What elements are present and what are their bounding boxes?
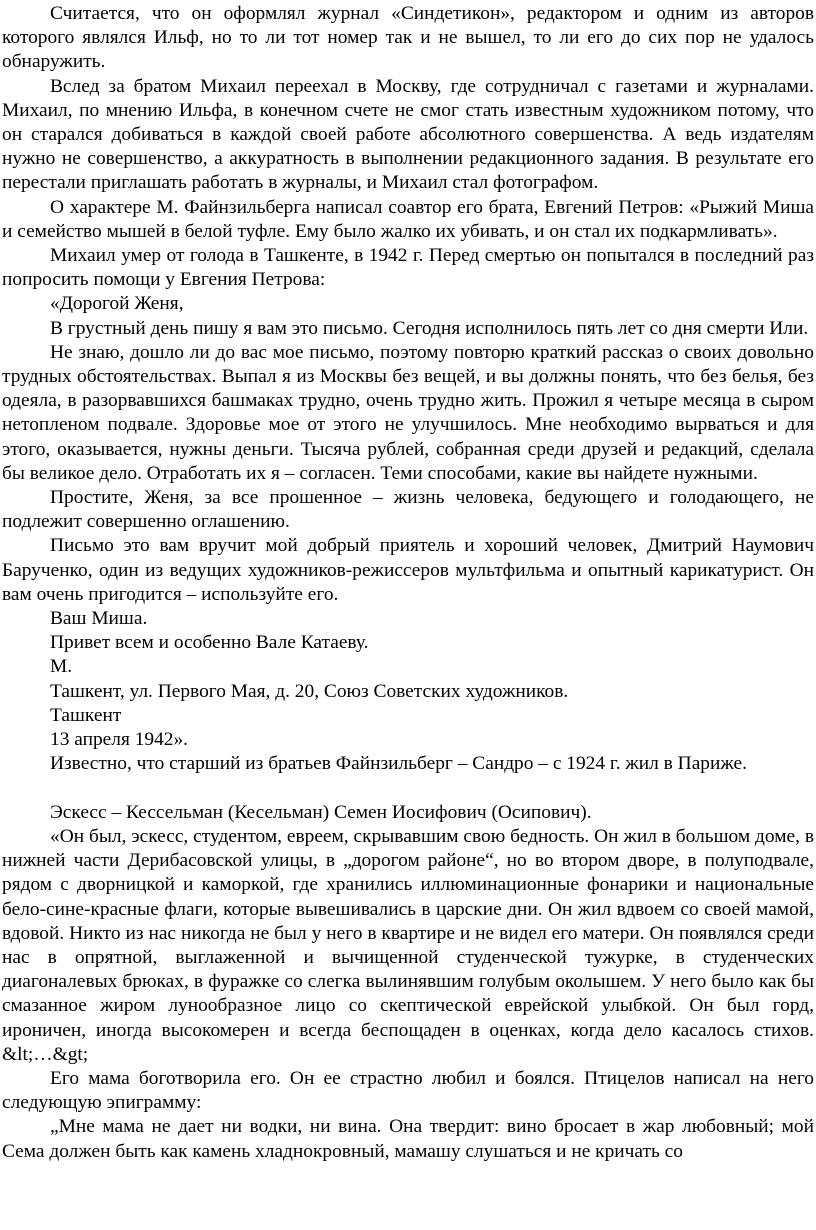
paragraph-mother: Его мама боготворила его. Он ее страстно любил и боялся. Птицелов написал на него следующую эпиграмму:: [2, 1067, 814, 1114]
letter-initial: М.: [50, 656, 73, 678]
letter-signoff: Ваш Миша.: [50, 608, 148, 630]
paragraph-syndetikon: Считается, что он оформлял журнал «Синдетикон», редактором и одним из авторов которого являлся Ильф, но то ли тот номер так и не вышел, то ли его до сих пор не удалось обнаружить.: [2, 3, 814, 73]
letter-city: Ташкент: [50, 704, 122, 726]
paragraph-character: О характере М. Файнзильберга написал соавтор его брата, Евгений Петров: «Рыжий Миша и семейство мышей в белой туфле. Ему было жалко их убивать, и он стал их подкармливать».: [2, 196, 814, 242]
letter-date: 13 апреля 1942».: [50, 729, 189, 751]
letter-paragraph-1: В грустный день пишу я вам это письмо. Сегодня исполнилось пять лет со дня смерти Или.: [50, 317, 809, 339]
paragraph-moscow: Вслед за братом Михаил переехал в Москву, где сотрудничал с газетами и журналами. Михаил, по мнению Ильфа, в конечном счете не смог стать известным художником потому, что он старался добиваться в каждой своей работе абсолютного совершенства. А ведь издателям нужно не совершенство, а аккуратность в выполнении редакционного задания. В результате его перестали приглашать работать в журналы, и Михаил стал фотографом.: [2, 75, 814, 194]
document-page: [0, 2, 816, 1164]
letter-paragraph-4: Письмо это вам вручит мой добрый приятель и хороший человек, Дмитрий Наумович Барученко, один из ведущих художников-режиссеров мультфильма и опытный карикатурист. Он вам очень пригодится – используйте его.: [2, 535, 814, 605]
paragraph-sandro: Известно, что старший из братьев Файнзильберг – Сандро – с 1924 г. жил в Париже.: [50, 753, 747, 775]
letter-greeting: «Дорогой Женя,: [50, 293, 184, 315]
letter-address: Ташкент, ул. Первого Мая, д. 20, Союз Советских художников.: [50, 680, 569, 702]
section-heading-eskess: Эскесс – Кессельман (Кесельман) Семен Иосифович (Осипович).: [50, 801, 592, 823]
paragraph-death: Михаил умер от голода в Ташкенте, в 1942 г. Перед смертью он попытался в последний раз попросить помощи у Евгения Петрова:: [2, 245, 814, 291]
blank-line: [2, 777, 814, 801]
paragraph-epigram: „Мне мама не дает ни водки, ни вина. Она твердит: вино бросает в жар любовный; мой Сема должен быть как камень хладнокровный, мамашу слушаться и не кричать со: [2, 1116, 814, 1162]
letter-paragraph-3: Простите, Женя, за все прошенное – жизнь человека, бедующего и голодающего, не подлежит совершенно оглашению.: [2, 487, 814, 533]
letter-paragraph-2: Не знаю, дошло ли до вас мое письмо, поэтому повторю краткий рассказ о своих довольно трудных обстоятельствах. Выпал я из Москвы без вещей, и вы должны понять, что без белья, без одеяла, в разорвавшихся башмаках трудно, очень трудно жить. Прожил я четыре месяца в сыром нетопленом подвале. Здоровье мое от этого не улучшилось. Мне необходимо вырваться и для этого, оказывается, нужны деньги. Тысяча рублей, собранная среди друзей и редакций, сделала бы великое дело. Отработать их я – согласен. Теми способами, какие вы найдете нужными.: [2, 341, 814, 484]
paragraph-eskess-quote: «Он был, эскесс, студентом, евреем, скрывавшим свою бедность. Он жил в большом доме, в нижней части Дерибасовской улицы, в „дорогом районе“, но во втором дворе, в полуподвале, рядом с дворницкой и каморкой, где хранились иллюминационные фонарики и национальные бело-сине-красные флаги, которые вывешивались в царские дни. Он жил вдвоем со своей мамой, вдовой. Никто из нас никогда не был у него в квартире и не видел его матери. Он появлялся среди нас в опрятной, выглаженной и вычищенной студенческой тужурке, в студенческих диагоналевых брюках, в фуражке со слегка вылинявшим голубым околышем. У него было как бы смазанное жиром лунообразное лицо со скептической еврейской улыбкой. Он был горд, ироничен, иногда высокомерен и всегда беспощаден в оценках, когда дело касалось стихов. &lt;…&gt;: [2, 825, 814, 1065]
letter-regards: Привет всем и особенно Вале Катаеву.: [50, 632, 369, 654]
